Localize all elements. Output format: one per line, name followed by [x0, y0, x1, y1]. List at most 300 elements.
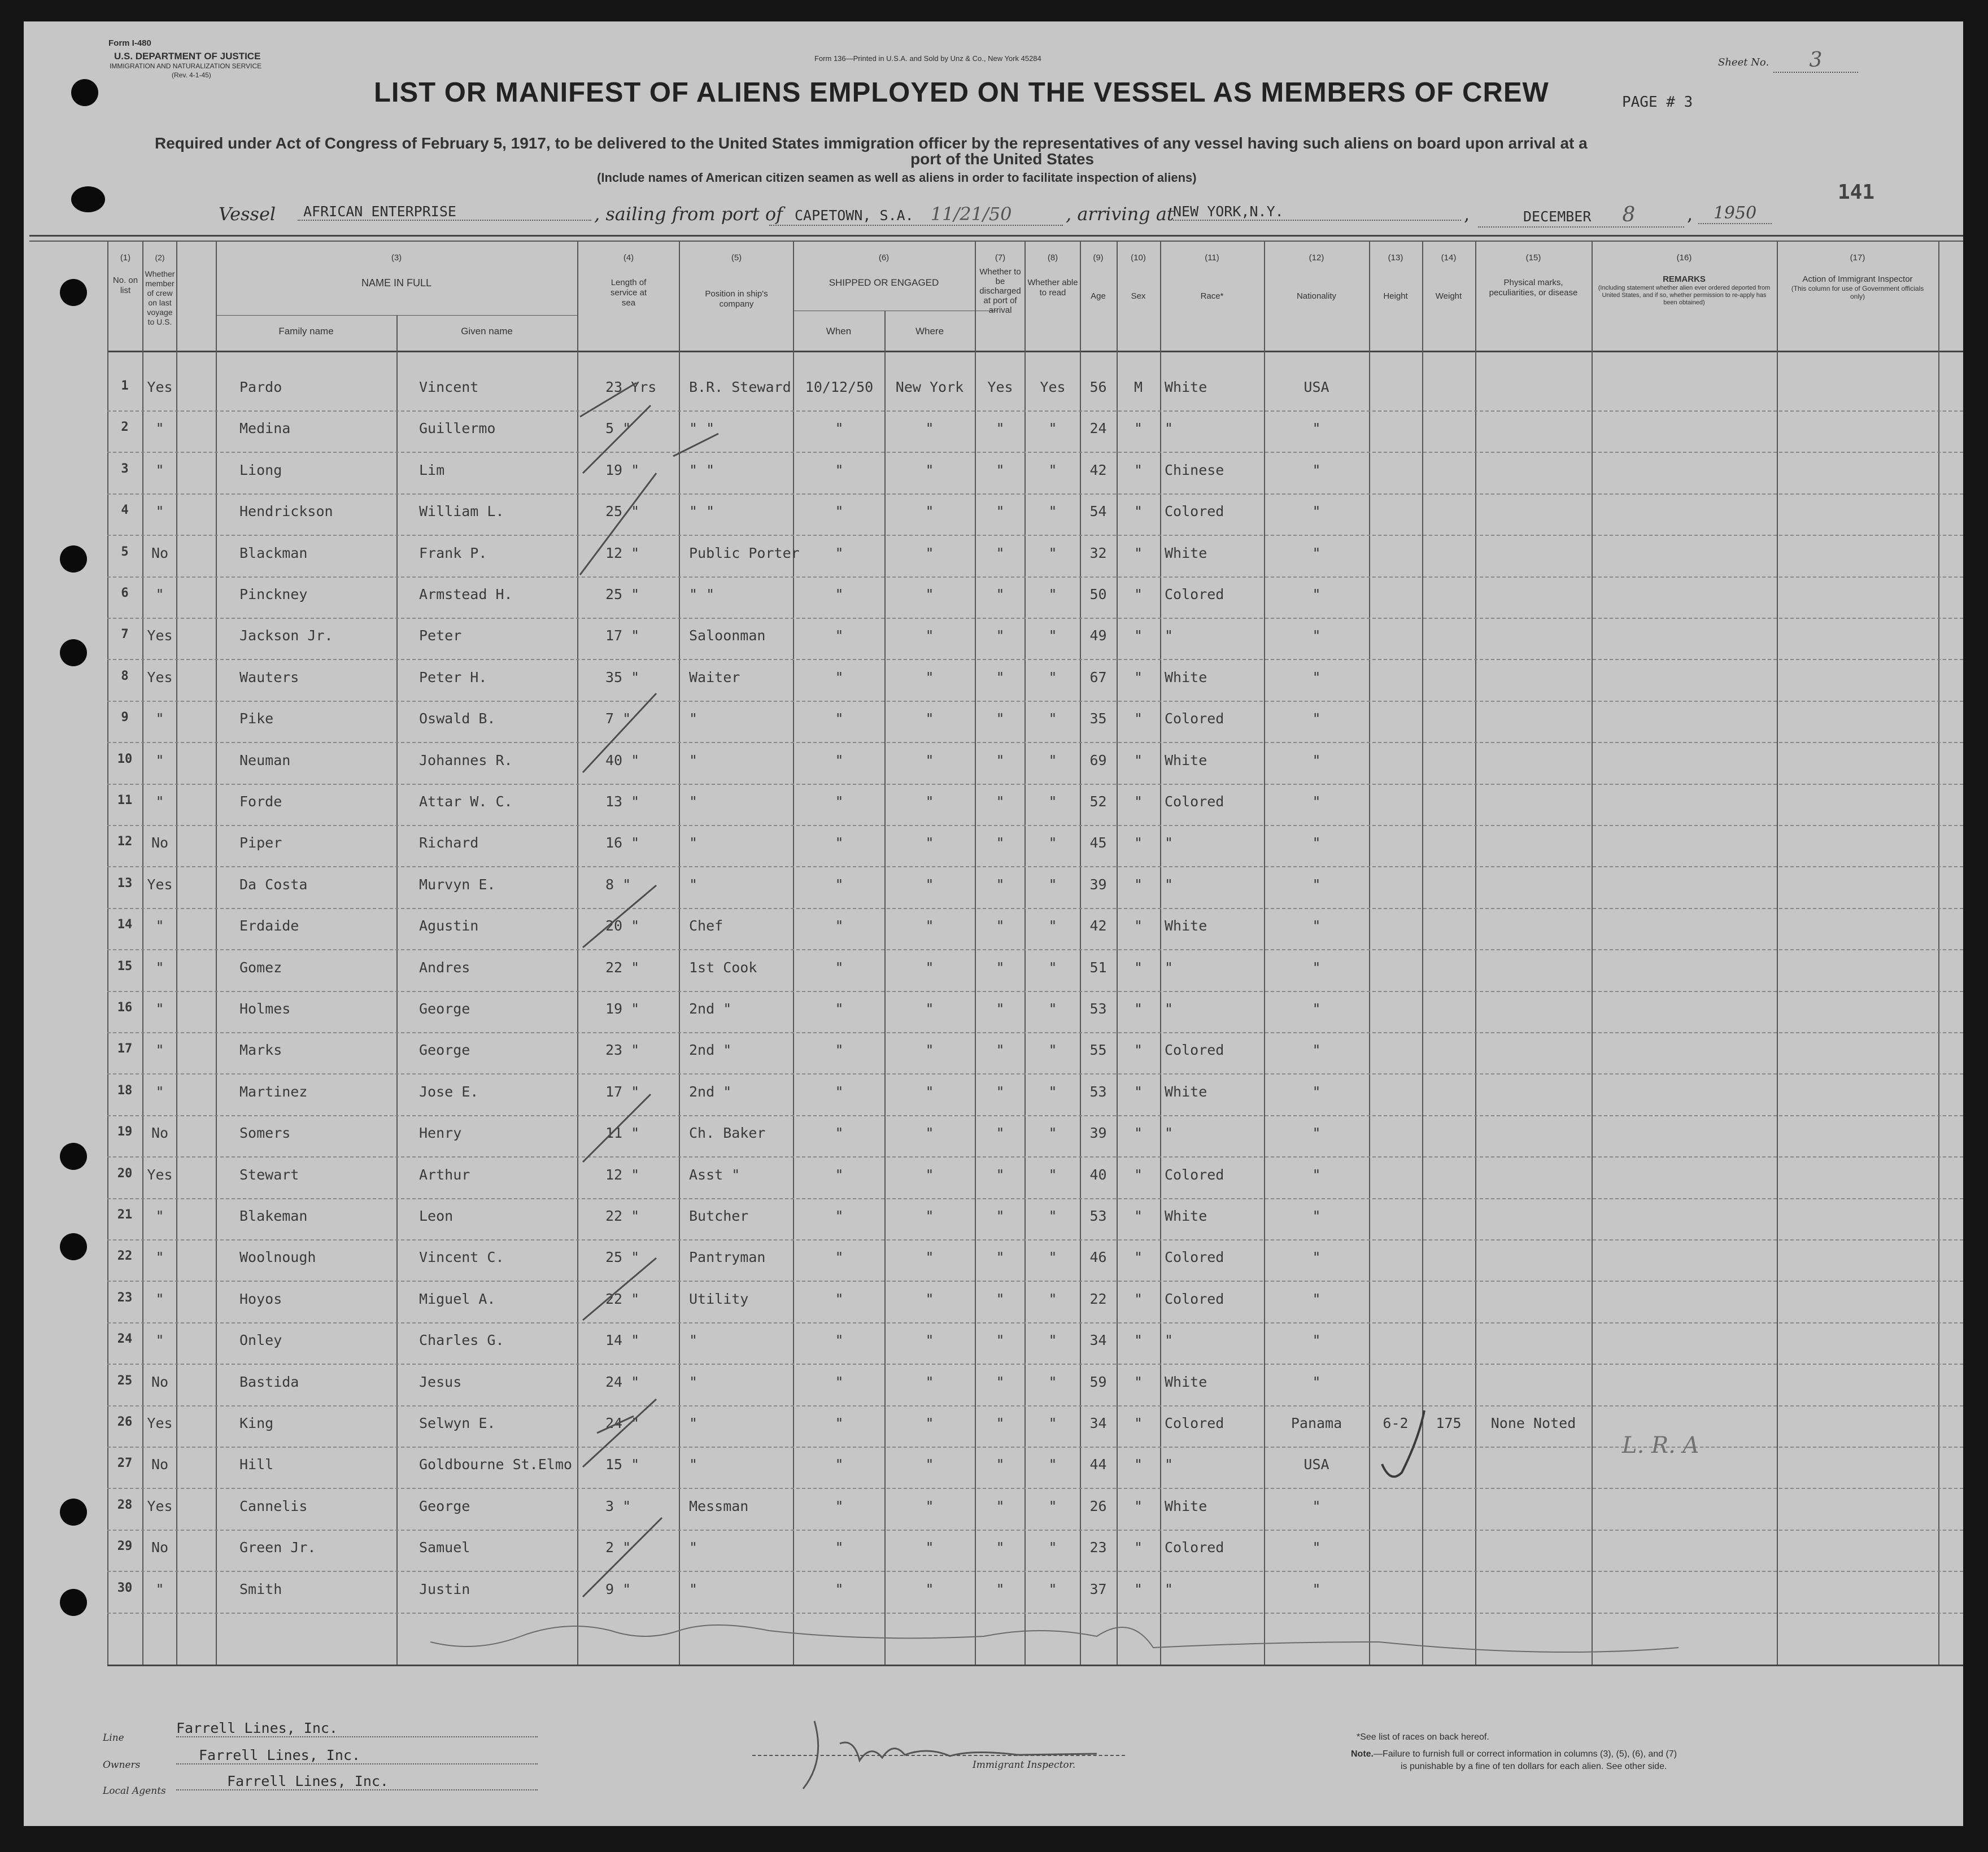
cell-sex: " [1133, 420, 1143, 437]
cell-given: George [419, 1001, 470, 1017]
cell-family: Smith [239, 1580, 282, 1597]
cell-race: " [1165, 1332, 1174, 1349]
cell-nat: " [1312, 1083, 1321, 1100]
cell-no: 30 [117, 1580, 133, 1595]
cell-no: 8 [121, 669, 129, 683]
cell-given: Miguel A. [419, 1290, 496, 1307]
cell-position: Butcher [689, 1208, 749, 1224]
cell-no: 27 [117, 1456, 133, 1471]
cell-no: 16 [117, 1001, 133, 1015]
cell-service: 12 " [605, 1166, 640, 1183]
cell-race: " [1165, 1580, 1174, 1597]
form-number: Form I-480 [108, 38, 151, 48]
cell-service: 17 " [605, 1083, 640, 1100]
cell-disch: " [996, 461, 1005, 478]
cell-last: " [155, 752, 164, 768]
cell-service: 22 " [605, 1290, 640, 1307]
cell-where: " [925, 544, 934, 561]
page-title: LIST OR MANIFEST OF ALIENS EMPLOYED ON THE VESSEL AS MEMBERS OF CREW [374, 77, 1549, 108]
cell-no: 12 [117, 835, 133, 849]
punch-hole [60, 1143, 87, 1170]
cell-race: Chinese [1165, 461, 1224, 478]
col-17-number: (17) [1850, 253, 1865, 263]
cell-sex: " [1133, 586, 1143, 602]
cell-race: White [1165, 752, 1207, 768]
cell-age: 59 [1089, 1373, 1107, 1390]
cell-read: " [1048, 835, 1057, 851]
cell-where: " [925, 1125, 934, 1142]
cell-where: " [925, 503, 934, 520]
cell-no: 17 [117, 1042, 133, 1056]
col-3-number: (3) [391, 253, 402, 263]
cell-disch: " [996, 1001, 1005, 1017]
cell-service: 25 " [605, 586, 640, 602]
cell-given: Vincent [419, 379, 479, 395]
cell-position: " " [689, 420, 715, 437]
cell-nat: " [1312, 461, 1321, 478]
form-revision: (Rev. 4-1-45) [172, 71, 211, 79]
handwritten-marks [24, 21, 1963, 1826]
cell-position: 2nd " [689, 1083, 732, 1100]
owners-label: Owners [103, 1759, 141, 1771]
cell-read: " [1048, 959, 1057, 976]
cell-given: Jose E. [419, 1083, 479, 1100]
cell-last: Yes [147, 1166, 173, 1183]
cell-last: " [155, 1249, 164, 1266]
cell-where: " [925, 1290, 934, 1307]
col-6-where-header: Where [915, 326, 944, 337]
cell-read: " [1048, 1083, 1057, 1100]
cell-age: 32 [1089, 544, 1107, 561]
cell-age: 42 [1089, 918, 1107, 934]
cell-family: Blakeman [239, 1208, 308, 1224]
cell-where: " [925, 752, 934, 768]
cell-family: Martinez [239, 1083, 308, 1100]
cell-disch: " [996, 1373, 1005, 1390]
cell-race: Colored [1165, 1166, 1224, 1183]
cell-position: Waiter [689, 669, 740, 685]
cell-sex: " [1133, 1249, 1143, 1266]
cell-given: Goldbourne St.Elmo [419, 1456, 572, 1473]
col-12-number: (12) [1309, 253, 1324, 263]
cell-age: 23 [1089, 1539, 1107, 1556]
col-7-number: (7) [995, 253, 1006, 263]
cell-age: 67 [1089, 669, 1107, 685]
cell-last: Yes [147, 627, 173, 644]
cell-sex: " [1133, 461, 1143, 478]
punch-hole [60, 1499, 87, 1526]
sheet-number: 3 [1773, 49, 1858, 73]
cell-when: " [835, 1208, 844, 1224]
cell-disch: " [996, 1208, 1005, 1224]
cell-race: Colored [1165, 586, 1224, 602]
cell-family: Neuman [239, 752, 291, 768]
arrival-port-text: NEW YORK,N.Y. [1173, 203, 1284, 220]
cell-service: 7 " [605, 710, 631, 727]
subtitle-note: (Include names of American citizen seamen as well as aliens in order to facilitate inspection of aliens) [597, 171, 1197, 185]
cell-race: White [1165, 379, 1207, 395]
cell-age: 46 [1089, 1249, 1107, 1266]
cell-nat: " [1312, 1249, 1321, 1266]
cell-nat: " [1312, 1332, 1321, 1349]
cell-where: " [925, 1456, 934, 1473]
col-13-number: (13) [1388, 253, 1403, 263]
cell-no: 14 [117, 918, 133, 932]
sailing-label: , sailing from port of [594, 203, 783, 225]
cell-disch: " [996, 876, 1005, 893]
cell-family: Marks [239, 1042, 282, 1059]
col-11-label: Race* [1200, 291, 1224, 301]
cell-given: George [419, 1042, 470, 1059]
cell-nat: " [1312, 1497, 1321, 1514]
cell-when: " [835, 959, 844, 976]
cell-race: " [1165, 1456, 1174, 1473]
cell-service: 16 " [605, 835, 640, 851]
cell-sex: " [1133, 959, 1143, 976]
cell-last: " [155, 503, 164, 520]
cell-no: 9 [121, 710, 129, 725]
col-12-label: Nationality [1296, 291, 1337, 301]
cell-nat: " [1312, 1042, 1321, 1059]
cell-age: 56 [1089, 379, 1107, 395]
cell-position: " [689, 1456, 698, 1473]
cell-disch: " [996, 752, 1005, 768]
cell-service: 19 " [605, 461, 640, 478]
cell-disch: " [996, 669, 1005, 685]
cell-where: " [925, 1249, 934, 1266]
punch-hole [60, 639, 87, 666]
cell-where: " [925, 793, 934, 810]
cell-read: " [1048, 1166, 1057, 1183]
agents-text: Farrell Lines, Inc. [227, 1773, 389, 1789]
cell-last: No [151, 1373, 169, 1390]
vessel-name-text: AFRICAN ENTERPRISE [303, 203, 456, 220]
cell-race: Colored [1165, 710, 1224, 727]
cell-last: " [155, 793, 164, 810]
cell-nat: " [1312, 1166, 1321, 1183]
cell-sex: " [1133, 1332, 1143, 1349]
cell-service: 20 " [605, 918, 640, 934]
cell-disch: " [996, 1166, 1005, 1183]
cell-nat: " [1312, 1290, 1321, 1307]
cell-given: Attar W. C. [419, 793, 513, 810]
cell-where: " [925, 959, 934, 976]
cell-sex: " [1133, 752, 1143, 768]
cell-read: " [1048, 461, 1057, 478]
cell-family: King [239, 1415, 274, 1431]
cell-no: 11 [117, 793, 133, 807]
cell-service: 8 " [605, 876, 631, 893]
cell-nat: " [1312, 1580, 1321, 1597]
cell-given: Frank P. [419, 544, 487, 561]
col-15-number: (15) [1525, 253, 1541, 263]
col-10-label: Sex [1131, 291, 1146, 301]
subtitle-line-2: port of the United States [910, 150, 1095, 168]
cell-service: 22 " [605, 959, 640, 976]
cell-read: Yes [1040, 379, 1066, 395]
cell-age: 45 [1089, 835, 1107, 851]
cell-when: " [835, 793, 844, 810]
cell-service: 23 " [605, 1042, 640, 1059]
cell-given: Charles G. [419, 1332, 504, 1349]
cell-given: Andres [419, 959, 470, 976]
cell-disch: " [996, 835, 1005, 851]
cell-when: " [835, 918, 844, 934]
cell-family: Piper [239, 835, 282, 851]
cell-sex: " [1133, 1290, 1143, 1307]
cell-disch: " [996, 1456, 1005, 1473]
cell-position: B.R. Steward [689, 379, 791, 395]
cell-family: Onley [239, 1332, 282, 1349]
cell-no: 2 [121, 420, 129, 435]
sheet-label: Sheet No. [1718, 56, 1769, 68]
cell-family: Hoyos [239, 1290, 282, 1307]
punch-hole [60, 279, 87, 306]
cell-marks: None Noted [1490, 1415, 1576, 1431]
cell-nat: " [1312, 503, 1321, 520]
cell-age: 44 [1089, 1456, 1107, 1473]
cell-disch: " [996, 420, 1005, 437]
cell-nat: " [1312, 1208, 1321, 1224]
arrival-month: DECEMBER [1523, 208, 1592, 225]
tick-marks [580, 383, 718, 1597]
cell-sex: " [1133, 1125, 1143, 1142]
cell-family: Stewart [239, 1166, 299, 1183]
cell-nat: " [1312, 544, 1321, 561]
cell-nat: " [1312, 752, 1321, 768]
cell-position: " " [689, 503, 715, 520]
cell-last: No [151, 1125, 169, 1142]
cell-race: White [1165, 918, 1207, 934]
printer-line: Form 136—Printed in U.S.A. and Sold by Unz & Co., New York 45284 [814, 54, 1041, 63]
cell-last: " [155, 586, 164, 602]
cell-no: 5 [121, 544, 129, 559]
cell-when: " [835, 1332, 844, 1349]
cell-disch: " [996, 1415, 1005, 1431]
cell-age: 24 [1089, 420, 1107, 437]
cell-nat: USA [1303, 1456, 1329, 1473]
vessel-label: Vessel [219, 203, 276, 225]
cell-last: No [151, 835, 169, 851]
cell-age: 54 [1089, 503, 1107, 520]
cell-given: Jesus [419, 1373, 462, 1390]
cell-when: " [835, 544, 844, 561]
cell-position: " [689, 710, 698, 727]
arrival-day: 8 [1622, 203, 1636, 226]
cell-race: Colored [1165, 1042, 1224, 1059]
cell-disch: " [996, 1042, 1005, 1059]
cell-nat: " [1312, 669, 1321, 685]
cell-where: " [925, 1497, 934, 1514]
cell-disch: " [996, 1539, 1005, 1556]
cell-age: 34 [1089, 1415, 1107, 1431]
cell-disch: " [996, 1497, 1005, 1514]
cell-family: Pardo [239, 379, 282, 395]
col-8-number: (8) [1047, 253, 1058, 263]
cell-read: " [1048, 1580, 1057, 1597]
cell-age: 42 [1089, 461, 1107, 478]
owners-text: Farrell Lines, Inc. [199, 1747, 360, 1763]
fine-note-2: is punishable by a fine of ten dollars for each alien. See other side. [1401, 1762, 1667, 1771]
cell-read: " [1048, 793, 1057, 810]
cell-last: " [155, 1001, 164, 1017]
cell-position: " " [689, 586, 715, 602]
cell-age: 35 [1089, 710, 1107, 727]
cell-given: Selwyn E. [419, 1415, 496, 1431]
col-9-number: (9) [1093, 253, 1104, 263]
cell-last: No [151, 1456, 169, 1473]
cell-service: 24 " [605, 1373, 640, 1390]
cell-service: 40 " [605, 752, 640, 768]
cell-family: Woolnough [239, 1249, 316, 1266]
cell-age: 40 [1089, 1166, 1107, 1183]
cell-nat: " [1312, 586, 1321, 602]
cell-nat: " [1312, 876, 1321, 893]
cell-sex: " [1133, 1208, 1143, 1224]
col-10-number: (10) [1131, 253, 1146, 263]
cell-family: Bastida [239, 1373, 299, 1390]
cell-when: " [835, 1415, 844, 1431]
cell-last: " [155, 1332, 164, 1349]
departure-date: 11/21/50 [930, 203, 1012, 225]
cell-service: 13 " [605, 793, 640, 810]
cell-read: " [1048, 669, 1057, 685]
cell-disch: " [996, 1332, 1005, 1349]
cell-no: 20 [117, 1166, 133, 1181]
cell-sex: " [1133, 1083, 1143, 1100]
cell-age: 39 [1089, 1125, 1107, 1142]
col-14-number: (14) [1441, 253, 1457, 263]
cell-given: Justin [419, 1580, 470, 1597]
page-stamp: PAGE # 3 [1622, 94, 1693, 111]
cell-race: White [1165, 1497, 1207, 1514]
cell-family: Hill [239, 1456, 274, 1473]
cell-position: Pantryman [689, 1249, 766, 1266]
cell-sex: " [1133, 1497, 1143, 1514]
cell-last: Yes [147, 379, 173, 395]
cell-family: Da Costa [239, 876, 308, 893]
col-1-label: No. on list [112, 276, 138, 295]
department-name: U.S. DEPARTMENT OF JUSTICE [114, 51, 261, 62]
cell-where: " [925, 710, 934, 727]
cell-when: " [835, 1373, 844, 1390]
cell-nat: " [1312, 420, 1321, 437]
cell-where: " [925, 876, 934, 893]
cell-service: 25 " [605, 503, 640, 520]
cell-no: 25 [117, 1373, 133, 1388]
cell-last: " [155, 420, 164, 437]
cell-family: Hendrickson [239, 503, 333, 520]
cell-age: 69 [1089, 752, 1107, 768]
cell-where: " [925, 1042, 934, 1059]
cell-race: Colored [1165, 793, 1224, 810]
cell-disch: " [996, 503, 1005, 520]
cell-disch: " [996, 793, 1005, 810]
cell-last: " [155, 918, 164, 934]
cell-read: " [1048, 1208, 1057, 1224]
cell-nat: " [1312, 1001, 1321, 1017]
cell-last: Yes [147, 876, 173, 893]
line-text: Farrell Lines, Inc. [176, 1720, 338, 1736]
cell-no: 19 [117, 1125, 133, 1139]
owners-value [176, 1747, 538, 1764]
cell-age: 53 [1089, 1001, 1107, 1017]
cell-race: " [1165, 1001, 1174, 1017]
col-1-number: (1) [120, 253, 131, 263]
cell-nat: " [1312, 835, 1321, 851]
cell-where: " [925, 461, 934, 478]
col-4-label: Length of service at sea [610, 278, 647, 308]
cell-age: 34 [1089, 1332, 1107, 1349]
check-mark-icon [1382, 1410, 1424, 1477]
cell-no: 22 [117, 1249, 133, 1264]
cell-where: " [925, 1332, 934, 1349]
note-label: Note. [1351, 1749, 1374, 1759]
cell-family: Blackman [239, 544, 308, 561]
cell-given: Leon [419, 1208, 454, 1224]
col-13-label: Height [1383, 291, 1408, 301]
cell-position: " [689, 1415, 698, 1431]
cell-given: Lim [419, 461, 445, 478]
cell-last: " [155, 1083, 164, 1100]
cell-sex: " [1133, 1166, 1143, 1183]
cell-last: " [155, 1208, 164, 1224]
cell-family: Holmes [239, 1001, 291, 1017]
cell-where: " [925, 420, 934, 437]
cell-no: 10 [117, 752, 133, 766]
cell-service: 24 " [605, 1415, 640, 1431]
cell-race: White [1165, 1373, 1207, 1390]
col-2-number: (2) [155, 253, 165, 262]
cell-where: " [925, 1083, 934, 1100]
line-label: Line [103, 1732, 124, 1744]
cell-read: " [1048, 1125, 1057, 1142]
col-5-label: Position in ship's company [705, 289, 768, 309]
cell-last: " [155, 1580, 164, 1597]
col-11-number: (11) [1205, 253, 1219, 263]
cell-disch: " [996, 627, 1005, 644]
cell-when: " [835, 1290, 844, 1307]
remarks-handwriting: L. R. A [1622, 1432, 1699, 1458]
cell-family: Pike [239, 710, 274, 727]
cell-when: " [835, 1456, 844, 1473]
cell-service: 25 " [605, 1249, 640, 1266]
cell-race: Colored [1165, 1249, 1224, 1266]
cell-last: No [151, 544, 169, 561]
cell-given: Agustin [419, 918, 479, 934]
cell-no: 28 [117, 1497, 133, 1512]
col-6-when-header: When [826, 326, 852, 337]
agents-value [176, 1773, 538, 1790]
cell-when: " [835, 1083, 844, 1100]
cell-height: 6-2 [1383, 1415, 1409, 1431]
cell-no: 6 [121, 586, 129, 600]
cell-where: " [925, 835, 934, 851]
cell-sex: " [1133, 835, 1143, 851]
cell-given: Oswald B. [419, 710, 496, 727]
cell-when: " [835, 586, 844, 602]
cell-race: White [1165, 669, 1207, 685]
cell-service: 9 " [605, 1580, 631, 1597]
cell-where: " [925, 1001, 934, 1017]
cell-no: 21 [117, 1208, 133, 1222]
cell-when: " [835, 669, 844, 685]
cell-read: " [1048, 1042, 1057, 1059]
cell-weight: 175 [1436, 1415, 1462, 1431]
agents-label: Local Agents [103, 1785, 166, 1797]
col-2-label: Whether member of crew on last voyage to U.S. [145, 269, 175, 326]
cell-disch: Yes [987, 379, 1013, 395]
